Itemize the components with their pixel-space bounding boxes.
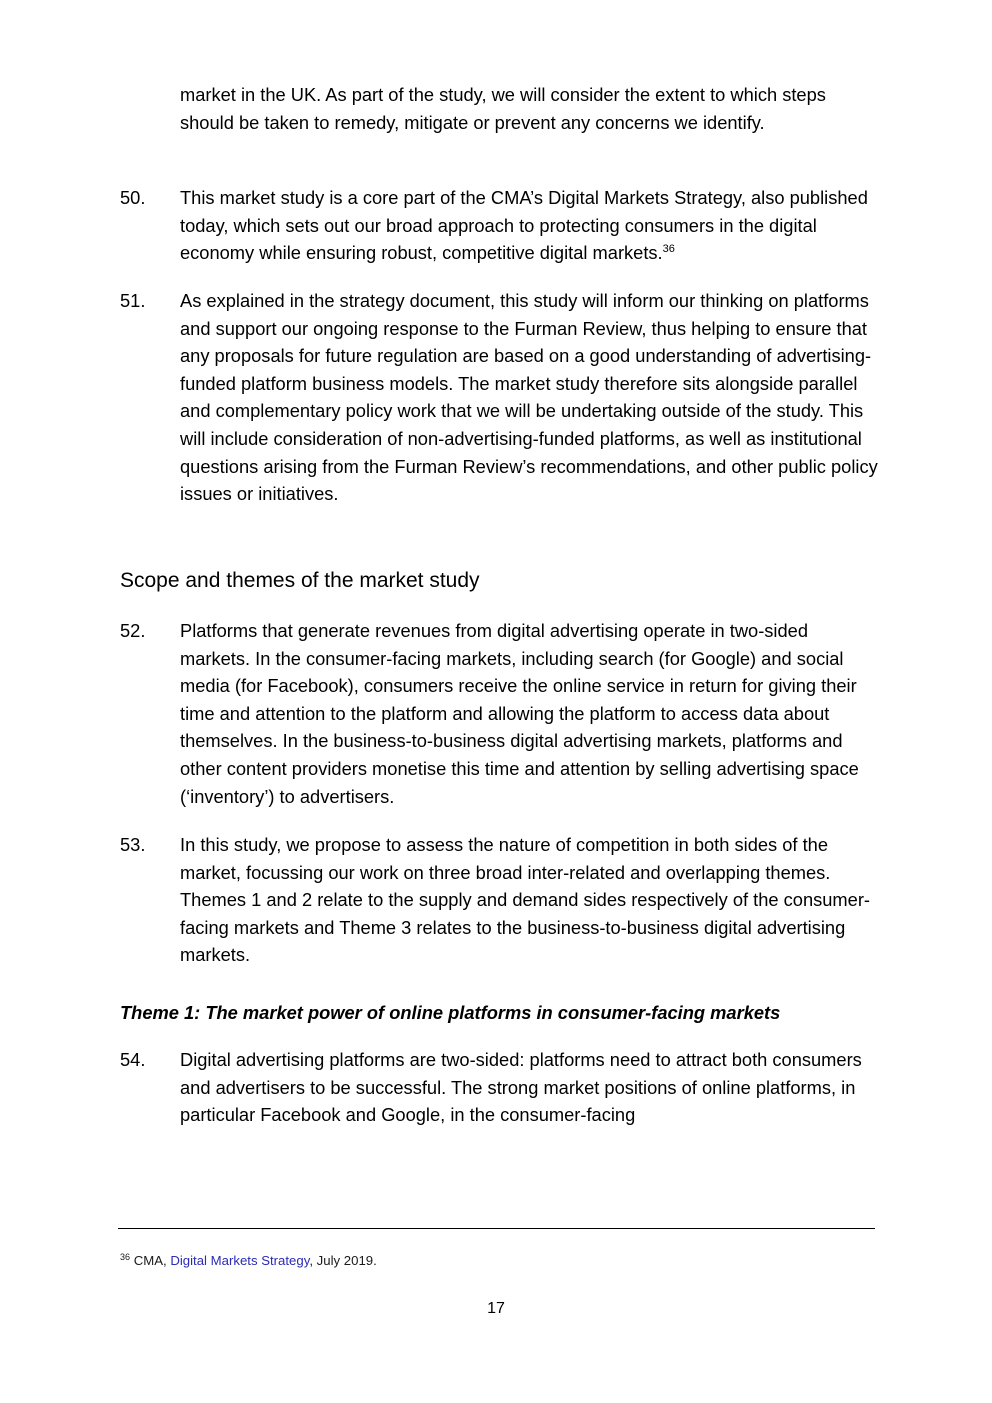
section-heading: Scope and themes of the market study: [120, 569, 480, 592]
paragraph-52: [120, 617, 880, 810]
footnote-reference[interactable]: 36: [662, 243, 675, 256]
paragraph-number: 50.: [120, 187, 146, 208]
paragraph-53: [120, 831, 880, 969]
paragraph-50: [120, 184, 880, 267]
paragraph-number: 51.: [120, 290, 146, 311]
paragraph-51: [120, 287, 880, 508]
footnote-separator: [118, 1228, 875, 1229]
paragraph-number: 53.: [120, 834, 146, 855]
paragraph-54: [120, 1046, 880, 1129]
footnote-prefix: CMA,: [133, 1253, 171, 1268]
paragraph-text: In this study, we propose to assess the nature of competition in both sides of the market, focussing our work on three broad inter-related and overlapping themes. Themes 1 and 2 relate to the supply and demand sides respectively of the consumer-facing markets and Theme 3 relates to the business-to-business digital advertising markets.: [180, 834, 870, 966]
paragraph-text: market in the UK. As part of the study, we will consider the extent to which steps should be taken to remedy, mitigate or prevent any concerns we identify.: [180, 84, 826, 133]
paragraph-number: 52.: [120, 620, 146, 641]
paragraph-text-container: [180, 184, 880, 267]
footnote-suffix: , July 2019.: [309, 1253, 377, 1268]
page-number: 17: [487, 1300, 505, 1317]
footnote: [120, 1252, 377, 1270]
paragraph-continuation: [120, 81, 880, 136]
paragraph-text: This market study is a core part of the CMA’s Digital Markets Strategy, also published today, which sets out our broad approach to protecting consumers in the digital economy while ensuring robust, competitive digital markets.: [180, 187, 868, 264]
paragraph-number: 54.: [120, 1049, 146, 1070]
paragraph-text: Platforms that generate revenues from digital advertising operate in two-sided markets. In the consumer-facing markets, including search (for Google) and social media (for Facebook), consumers receive the online service in return for giving their time and attention to the platform and allowing the platform to access data about themselves. In the business-to-business digital advertising markets, platforms and other content providers monetise this time and attention by selling advertising space (‘inventory’) to advertisers.: [180, 620, 859, 807]
paragraph-text: As explained in the strategy document, this study will inform our thinking on platforms and support our ongoing response to the Furman Review, thus helping to ensure that any proposals for future regulation are based on a good understanding of advertising-funded platform business models. The market study therefore sits alongside parallel and complementary policy work that we will be undertaking outside of the study. This will include consideration of non-advertising-funded platforms, as well as institutional questions arising from the Furman Review’s recommendations, and other public policy issues or initiatives.: [180, 290, 878, 505]
paragraph-text: Digital advertising platforms are two-sided: platforms need to attract both consumers and advertisers to be successful. The strong market positions of online platforms, in particular Facebook and Google, in the consumer-facing: [180, 1049, 862, 1126]
footnote-marker: 36: [120, 1252, 131, 1262]
footnote-link[interactable]: Digital Markets Strategy: [170, 1253, 310, 1268]
theme-heading: Theme 1: The market power of online platforms in consumer-facing markets: [120, 1002, 781, 1023]
